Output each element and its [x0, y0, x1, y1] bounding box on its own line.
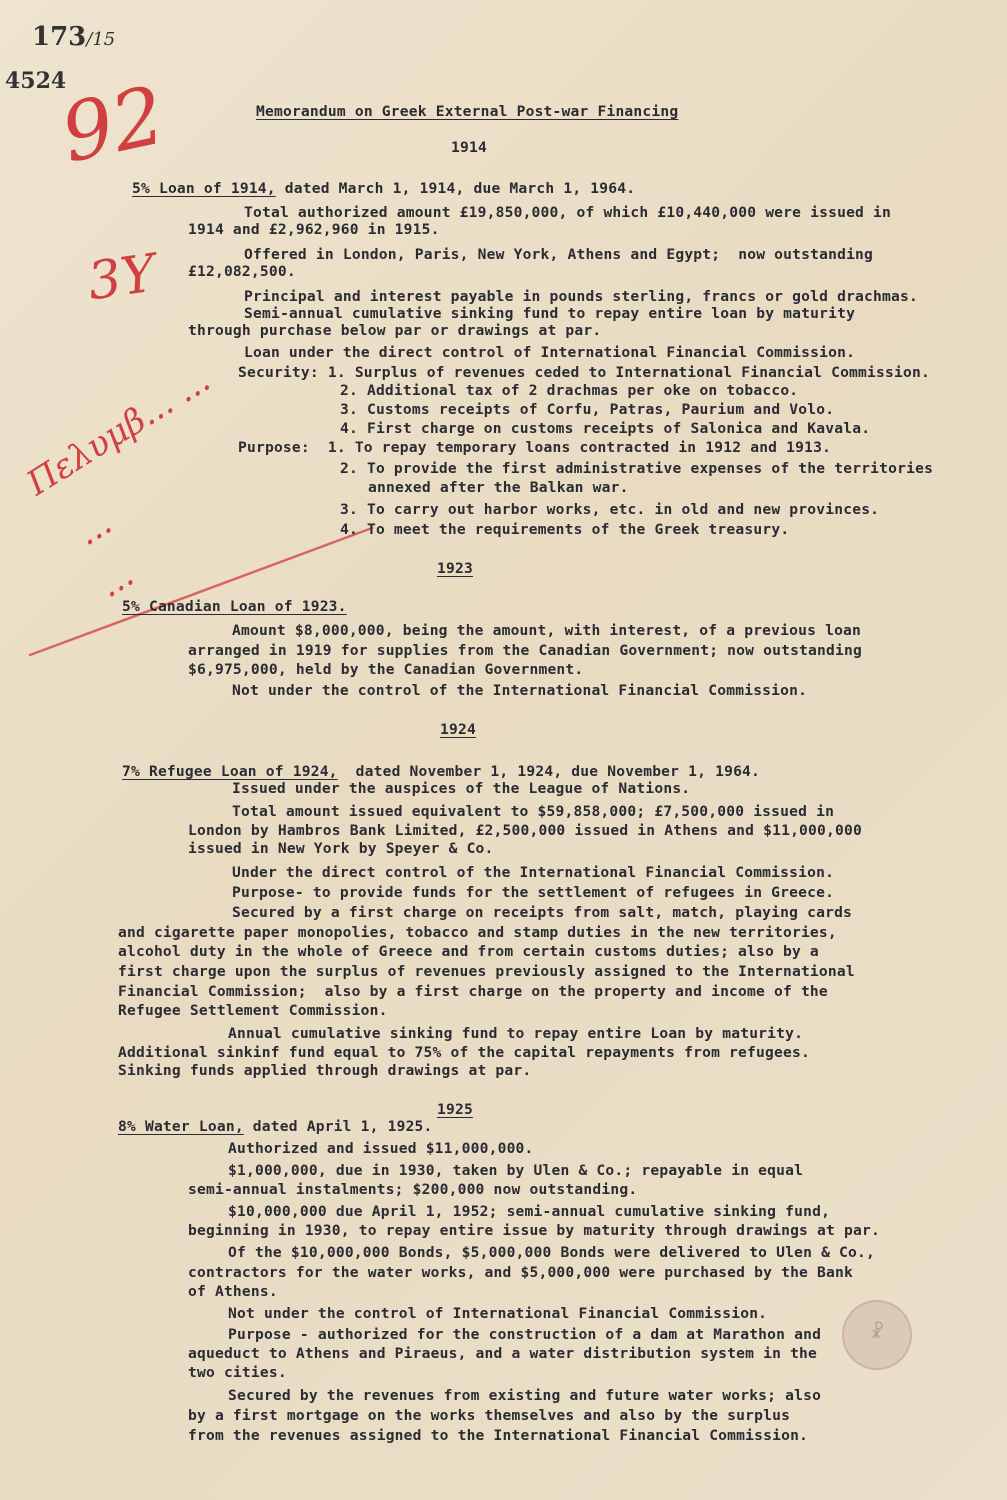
text-line: Secured by a first charge on receipts from salt, match, playing cards — [232, 904, 853, 921]
purpose-line: Purpose: 1. To repay temporary loans contracted in 1912 and 1913. — [238, 439, 832, 456]
text-line: 1914 and £2,962,960 in 1915. — [188, 221, 440, 238]
loan-title: 5% Loan of 1914, — [132, 180, 276, 197]
year-heading-1923: 1923 — [437, 560, 473, 577]
text-line: arranged in 1919 for supplies from the Canadian Government; now outstanding — [188, 642, 862, 659]
security-line: 3. Customs receipts of Corfu, Patras, Paurium and Volo. — [340, 401, 835, 418]
text-line: Secured by the revenues from existing and future water works; also — [228, 1387, 822, 1404]
text-line: through purchase below par or drawings at par. — [188, 322, 602, 339]
year-heading-1924: 1924 — [440, 721, 476, 738]
red-folio-number: 92 — [53, 68, 173, 181]
text-line: Semi-annual cumulative sinking fund to repay entire loan by maturity — [244, 305, 856, 322]
text-line: Issued under the auspices of the League of Nations. — [232, 780, 691, 797]
archive-number: 173/15 — [32, 22, 116, 52]
text-line: two cities. — [188, 1364, 287, 1381]
purpose-line: 2. To provide the first administrative expenses of the territories — [340, 460, 934, 477]
loan-title: 7% Refugee Loan of 1924, — [122, 763, 338, 780]
purpose-line: 3. To carry out harbor works, etc. in old and new provinces. — [340, 501, 880, 518]
text-line: $6,975,000, held by the Canadian Government. — [188, 661, 584, 678]
text-line: alcohol duty in the whole of Greece and from certain customs duties; also by a — [118, 943, 819, 960]
security-line: 2. Additional tax of 2 drachmas per oke on tobacco. — [340, 382, 799, 399]
loan-heading-1914 — [132, 180, 635, 198]
loan-heading-1925 — [118, 1118, 433, 1136]
text-line: $1,000,000, due in 1930, taken by Ulen & Co.; repayable in equal — [228, 1162, 804, 1179]
text-line: £12,082,500. — [188, 263, 296, 280]
text-line: Under the direct control of the International Financial Commission. — [232, 864, 835, 881]
text-line: Of the $10,000,000 Bonds, $5,000,000 Bonds were delivered to Ulen & Co., — [228, 1244, 876, 1261]
year-heading-1914: 1914 — [451, 139, 487, 156]
text-line: issued in New York by Speyer & Co. — [188, 840, 494, 857]
red-margin-note: Πελυμβ... ... — [20, 360, 218, 504]
year-heading-1925: 1925 — [437, 1101, 473, 1118]
red-margin-note-2: ... — [70, 502, 119, 554]
text-line: contractors for the water works, and $5,000,000 were purchased by the Bank — [188, 1264, 853, 1281]
loan-heading-1923: 5% Canadian Loan of 1923. — [122, 598, 347, 615]
text-line: Additional sinkinf fund equal to 75% of the capital repayments from refugees. — [118, 1044, 810, 1061]
text-line: Not under the control of the International Financial Commission. — [232, 682, 808, 699]
text-line: Purpose - authorized for the construction of a dam at Marathon and — [228, 1326, 822, 1343]
text-line: London by Hambros Bank Limited, £2,500,000 issued in Athens and $11,000,000 — [188, 822, 862, 839]
archive-stamp: ☧ — [842, 1300, 912, 1370]
text-line: Not under the control of International Financial Commission. — [228, 1305, 768, 1322]
text-line: by a first mortgage on the works themselves and also by the surplus — [188, 1407, 791, 1424]
purpose-line: annexed after the Balkan war. — [368, 479, 629, 496]
loan-heading-1924 — [122, 763, 760, 781]
security-line: Security: 1. Surplus of revenues ceded to International Financial Commission. — [238, 364, 930, 381]
loan-dates: dated November 1, 1924, due November 1, 1964. — [337, 763, 761, 780]
text-line: Annual cumulative sinking fund to repay entire Loan by maturity. — [228, 1025, 804, 1042]
text-line: semi-annual instalments; $200,000 now outstanding. — [188, 1181, 638, 1198]
text-line: Loan under the direct control of International Financial Commission. — [244, 344, 856, 361]
text-line: Principal and interest payable in pounds sterling, francs or gold drachmas. — [244, 288, 918, 305]
text-line: Purpose- to provide funds for the settlement of refugees in Greece. — [232, 884, 835, 901]
loan-dates: dated April 1, 1925. — [243, 1118, 433, 1135]
file-number: 4524 — [5, 68, 67, 94]
text-line: Sinking funds applied through drawings at par. — [118, 1062, 532, 1079]
text-line: Offered in London, Paris, New York, Athens and Egypt; now outstanding — [244, 246, 874, 263]
text-line: Total authorized amount £19,850,000, of which £10,440,000 were issued in — [244, 204, 892, 221]
text-line: $10,000,000 due April 1, 1952; semi-annual cumulative sinking fund, — [228, 1203, 831, 1220]
security-line: 4. First charge on customs receipts of Salonica and Kavala. — [340, 420, 871, 437]
red-note-left: 3Y — [84, 243, 160, 313]
text-line: from the revenues assigned to the International Financial Commission. — [188, 1427, 809, 1444]
red-margin-note-3: ... — [92, 554, 141, 606]
loan-title: 8% Water Loan, — [118, 1118, 244, 1135]
loan-dates: dated March 1, 1914, due March 1, 1964. — [275, 180, 636, 197]
text-line: Amount $8,000,000, being the amount, with interest, of a previous loan — [232, 622, 862, 639]
text-line: aqueduct to Athens and Piraeus, and a water distribution system in the — [188, 1345, 818, 1362]
text-line: Authorized and issued $11,000,000. — [228, 1140, 534, 1157]
text-line: Financial Commission; also by a first charge on the property and income of the — [118, 983, 828, 1000]
archive-fraction: /15 — [86, 29, 116, 50]
text-line: Total amount issued equivalent to $59,858,000; £7,500,000 issued in — [232, 803, 835, 820]
text-line: of Athens. — [188, 1283, 278, 1300]
text-line: and cigarette paper monopolies, tobacco and stamp duties in the new territories, — [118, 924, 837, 941]
text-line: first charge upon the surplus of revenues previously assigned to the International — [118, 963, 855, 980]
text-line: beginning in 1930, to repay entire issue by maturity through drawings at par. — [188, 1222, 880, 1239]
text-line: Refugee Settlement Commission. — [118, 1002, 388, 1019]
purpose-line: 4. To meet the requirements of the Greek treasury. — [340, 521, 790, 538]
document-title: Memorandum on Greek External Post-war Financing — [256, 103, 679, 120]
